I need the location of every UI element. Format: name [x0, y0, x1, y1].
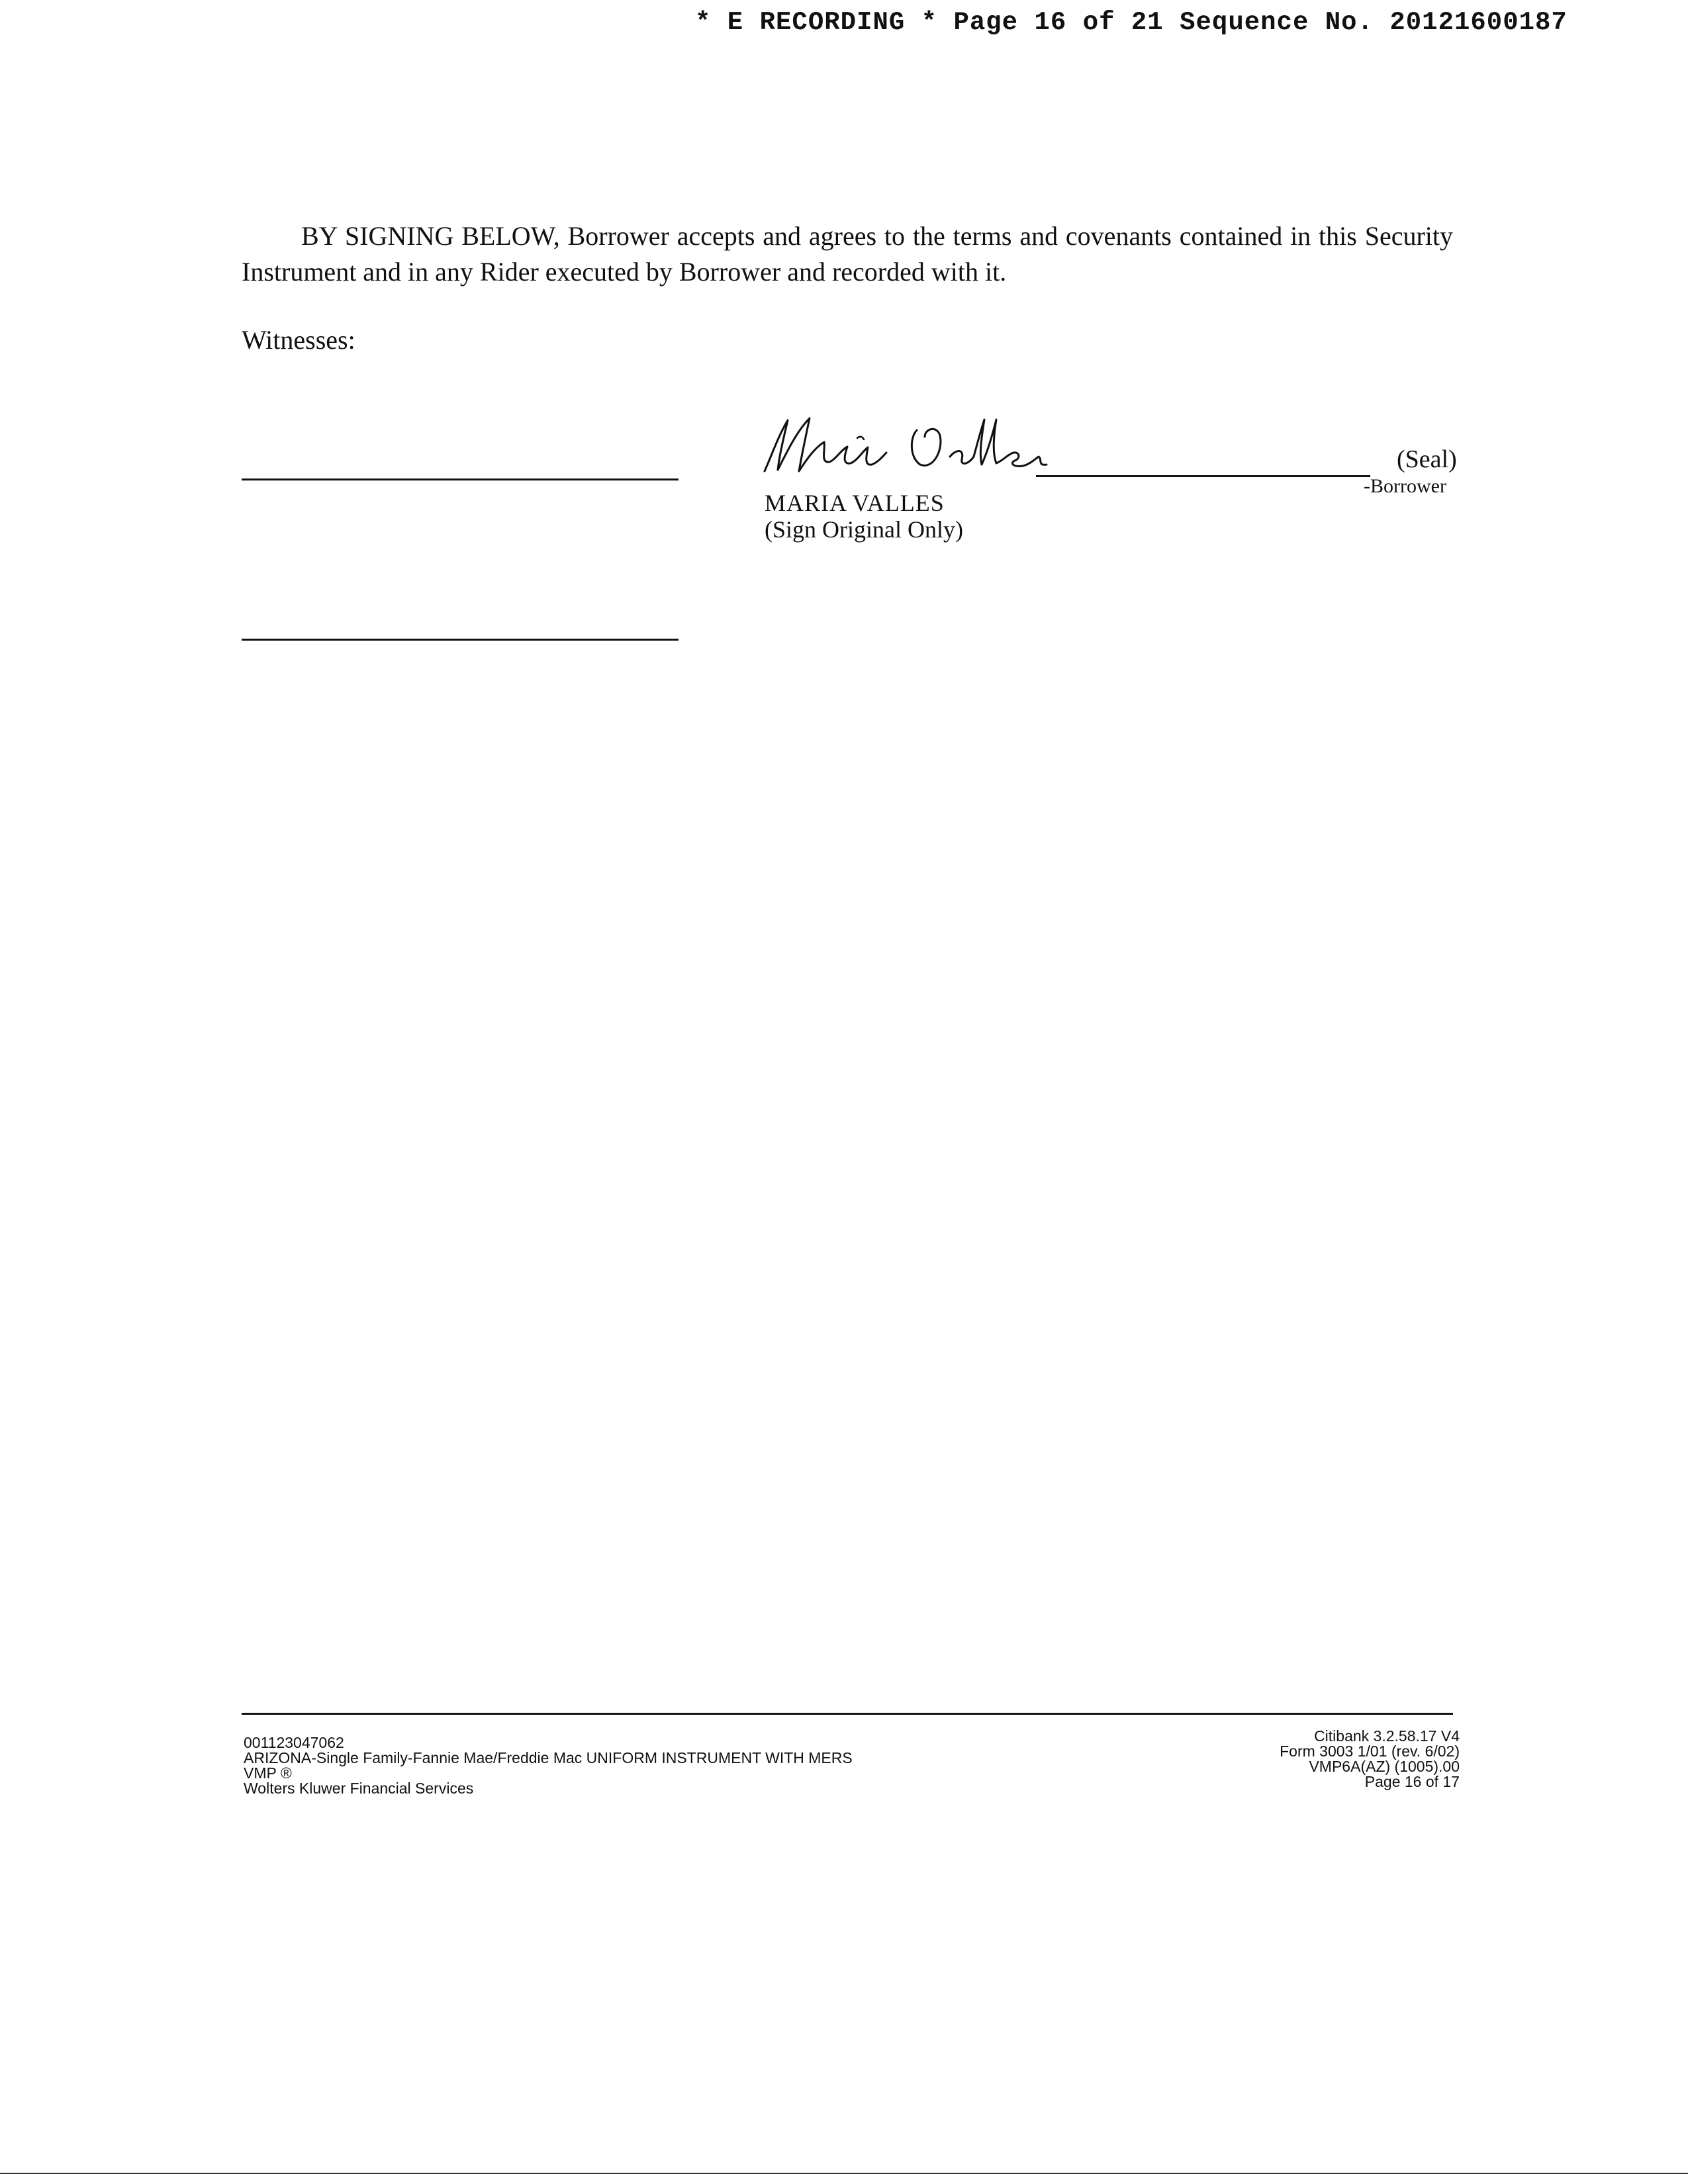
- witness-signature-line-1: [242, 478, 679, 480]
- form-title: ARIZONA-Single Family-Fannie Mae/Freddie Mac UNIFORM INSTRUMENT WITH MERS: [244, 1749, 853, 1766]
- footer-right-block: [1280, 1729, 1460, 1790]
- witnesses-label: Witnesses:: [242, 325, 355, 355]
- vmp-mark: VMP ®: [244, 1764, 292, 1782]
- loan-number: 001123047062: [244, 1734, 344, 1751]
- borrower-signature-line: [1036, 475, 1370, 477]
- witness-signature-line-2: [242, 639, 679, 641]
- bank-version: Citibank 3.2.58.17 V4: [1314, 1727, 1460, 1745]
- seal-label: (Seal): [1397, 445, 1457, 473]
- recording-stamp: * E RECORDING * Page 16 of 21 Sequence No. 20121600187: [695, 8, 1568, 37]
- publisher-name: Wolters Kluwer Financial Services: [244, 1780, 474, 1797]
- agreement-paragraph: BY SIGNING BELOW, Borrower accepts and agrees to the terms and covenants contained in this Security Instrument and in any Rider executed by Borrower and recorded with it.: [242, 221, 1453, 287]
- borrower-role-label: -Borrower: [1364, 475, 1446, 497]
- form-number: Form 3003 1/01 (rev. 6/02): [1280, 1743, 1460, 1760]
- sign-original-note: (Sign Original Only): [765, 516, 963, 543]
- footer-divider: [242, 1713, 1453, 1715]
- vmp-code: VMP6A(AZ) (1005).00: [1309, 1758, 1460, 1775]
- page-number: Page 16 of 17: [1364, 1773, 1460, 1790]
- page-bottom-edge: [0, 2173, 1688, 2174]
- borrower-handwritten-signature: [751, 410, 1062, 490]
- footer-left-block: [244, 1735, 853, 1796]
- borrower-printed-name: MARIA VALLES: [765, 490, 945, 516]
